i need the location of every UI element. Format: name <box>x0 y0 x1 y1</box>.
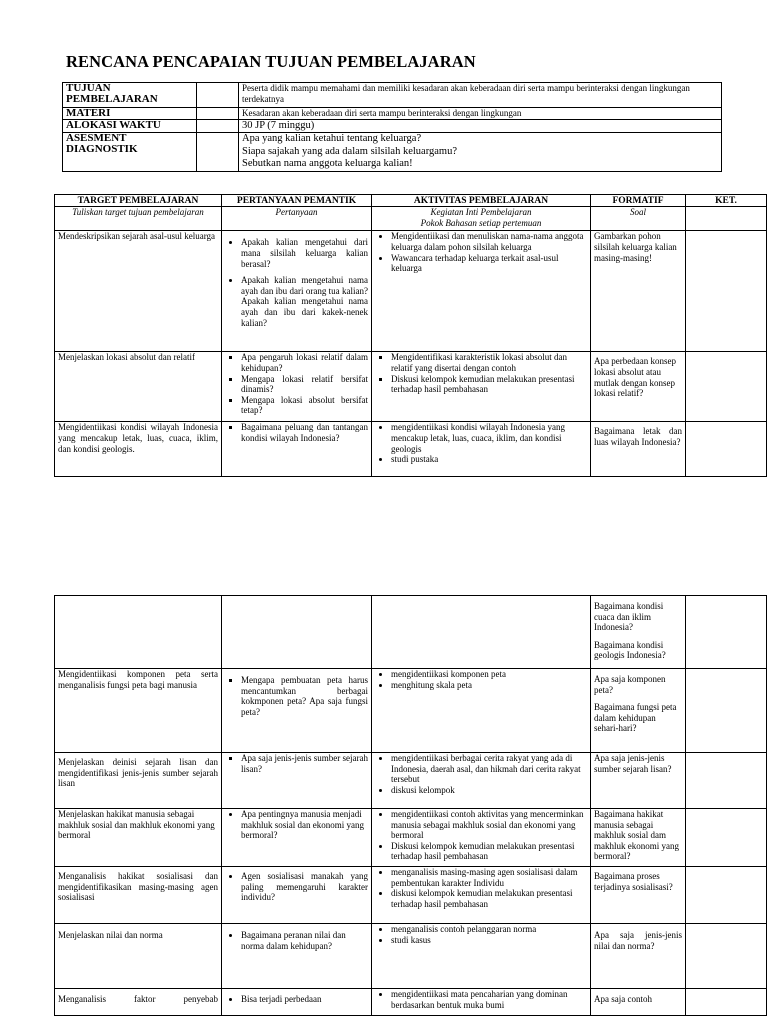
table-row <box>55 924 767 989</box>
target-cell: Menganalisis faktor penyebab <box>55 989 222 1016</box>
pertanyaan-cell <box>222 596 372 669</box>
table-row <box>55 231 767 352</box>
formatif-question: Apa saja komponen peta? <box>594 674 666 695</box>
target-cell: Menjelaskan nilai dan norma <box>55 924 222 989</box>
target-cell: Mendeskripsikan sejarah asal-usul keluarga <box>55 231 222 352</box>
tujuan-value: Peserta didik mampu memahami dan memiliki kesadaran akan keberadaan diri serta mampu berinteraksi dengan lingkungan terdekatnya <box>239 83 722 108</box>
question-item: ▪ Apa saja jenis-jenis sumber sejarah lisan? <box>241 753 368 774</box>
info-row-alokasi <box>63 120 722 133</box>
activity-item: • diskusi kelompok kemudian melakukan presentasi terhadap hasil pembahasan <box>391 888 587 909</box>
activity-item: ▪ Mengidentifikasi karakteristik lokasi absolut dan relatif yang disertai dengan contoh <box>391 352 587 373</box>
target-cell: Mengidentiikasi kondisi wilayah Indonesia yang mencakup letak, luas, cuaca, iklim, dan kondisi geologis. <box>55 422 222 477</box>
formatif-cell: Gambarkan pohon silsilah keluarga kalian masing-masing! <box>591 231 686 352</box>
target-cell: Menganalisis hakikat sosialisasi dan mengidentifikasikan masing-masing agen sosialisasi <box>55 867 222 924</box>
question-item: • Apakah kalian mengetahui nama ayah dan ibu dari orang tua kalian? Apakah kalian mengetahui nama ayah dan ibu dari kakek-nenek kalian? <box>241 275 368 328</box>
activity-item: • diskusi kelompok <box>391 785 587 796</box>
target-cell: Menjelaskan hakikat manusia sebagai makhluk sosial dan makhluk ekonomi yang bermoral <box>55 809 222 867</box>
table-row <box>55 422 767 477</box>
pertanyaan-cell <box>222 809 372 867</box>
table-row <box>55 352 767 422</box>
ket-cell <box>686 989 767 1016</box>
asesmen-label: ASESMENT DIAGNOSTIK <box>63 133 197 171</box>
formatif-cell <box>591 596 686 669</box>
table-row <box>55 989 767 1016</box>
aktivitas-cell <box>372 867 591 924</box>
pertanyaan-cell <box>222 669 372 753</box>
question-item: • Agen sosialisasi manakah yang paling memengaruhi karakter individu? <box>241 871 368 903</box>
formatif-question: Bagaimana kondisi cuaca dan iklim Indonesia? <box>594 601 664 633</box>
question-item: • Bagaimana peranan nilai dan norma dalam kehidupan? <box>241 930 368 951</box>
table-row <box>55 596 767 669</box>
ket-cell <box>686 867 767 924</box>
table-row <box>55 753 767 809</box>
header-target: TARGET PEMBELAJARAN <box>55 195 222 207</box>
aktivitas-cell <box>372 669 591 753</box>
info-spacer <box>197 133 239 171</box>
aktivitas-cell <box>372 809 591 867</box>
header-ket: KET. <box>686 195 767 207</box>
question-item: ▪ Apa pengaruh lokasi relatif dalam kehidupan? <box>241 352 368 373</box>
formatif-cell: Bagaimana hakikat manusia sebagai makhluk sosial dam makhluk ekonomi yang bermoral? <box>591 809 686 867</box>
formatif-cell: Apa saja jenis-jenis nilai dan norma? <box>591 924 686 989</box>
activity-item: • mengidentiikasi mata pencaharian yang dominan berdasarkan bentuk muka bumi <box>391 989 587 1010</box>
activity-item: • menghitung skala peta <box>391 680 587 691</box>
subheader-formatif: Soal <box>591 207 686 231</box>
info-row-tujuan <box>63 83 722 108</box>
ket-cell <box>686 924 767 989</box>
pertanyaan-cell <box>222 989 372 1016</box>
activity-item: • Wawancara terhadap keluarga terkait asal-usul keluarga <box>391 253 587 274</box>
aktivitas-cell <box>372 352 591 422</box>
info-table <box>62 82 722 172</box>
pertanyaan-cell <box>222 422 372 477</box>
aktivitas-cell <box>372 989 591 1016</box>
materi-label: MATERI <box>63 108 197 120</box>
target-table <box>54 194 767 477</box>
formatif-question: Bagaimana kondisi geologis Indonesia? <box>594 639 666 661</box>
activity-item: • studi pustaka <box>391 454 587 465</box>
activity-item: • mengidentiikasi contoh aktivitas yang mencerminkan manusia sebagai makhluk sosial dan ekonomi yang bermoral <box>391 809 587 841</box>
header-row <box>55 195 767 207</box>
formatif-question: Bagaimana fungsi peta dalam kehidupan sehari-hari? <box>594 702 677 734</box>
target-cell: Menjelaskan deinisi sejarah lisan dan mengidentifikasi jenis-jenis sumber sejarah lisan <box>55 753 222 809</box>
page-title: RENCANA PENCAPAIAN TUJUAN PEMBELAJARAN <box>66 52 476 71</box>
ket-cell <box>686 422 767 477</box>
activity-item: • menganalisis masing-masing agen sosialisasi dalam pembentukan karakter Individu <box>391 867 587 888</box>
table-row <box>55 809 767 867</box>
ket-cell <box>686 352 767 422</box>
subheader-target: Tuliskan target tujuan pembelajaran <box>55 207 222 231</box>
ket-cell <box>686 753 767 809</box>
activity-item: • studi kasus <box>391 935 587 946</box>
question-item: ▪ Mengapa lokasi relatif bersifat dinamis? <box>241 374 368 395</box>
pertanyaan-cell <box>222 352 372 422</box>
subheader-aktivitas: Kegiatan Inti Pembelajaran Pokok Bahasan setiap pertemuan <box>372 207 591 231</box>
question-item: ▪ Mengapa lokasi absolut bersifat tetap? <box>241 395 368 416</box>
materi-value: Kesadaran akan keberadaan diri serta mampu berinteraksi dengan lingkungan <box>239 108 722 120</box>
aktivitas-cell <box>372 422 591 477</box>
activity-item: • menganalisis contoh pelanggaran norma <box>391 924 587 935</box>
pertanyaan-cell <box>222 867 372 924</box>
alokasi-value: 30 JP (7 minggu) <box>239 120 722 133</box>
question-item: • Apakah kalian mengetahui dari mana silsilah keluarga kalian berasal? <box>241 237 368 269</box>
table-row <box>55 867 767 924</box>
formatif-cell: Apa saja jenis-jenis sumber sejarah lisan? <box>591 753 686 809</box>
header-pertanyaan: PERTANYAAN PEMANTIK <box>222 195 372 207</box>
pertanyaan-cell <box>222 753 372 809</box>
pertanyaan-cell <box>222 924 372 989</box>
formatif-cell: Apa perbedaan konsep lokasi absolut atau mutlak dengan konsep lokasi relatif? <box>591 352 686 422</box>
ket-cell <box>686 809 767 867</box>
subheader-ket <box>686 207 767 231</box>
activity-item: • Mengidentiikasi dan menuliskan nama-nama anggota keluarga dalam pohon silsilah keluarga <box>391 231 587 252</box>
header-aktivitas: AKTIVITAS PEMBELAJARAN <box>372 195 591 207</box>
aktivitas-cell <box>372 231 591 352</box>
question-item: ▪ Mengapa pembuatan peta harus mencantumkan berbagai kokmponen peta? Apa saja fungsi peta? <box>241 675 368 717</box>
info-row-materi <box>63 108 722 120</box>
question-item: • Apa pentingnya manusia menjadi makhluk sosial dan ekonomi yang bermoral? <box>241 809 368 841</box>
activity-item: • Diskusi kelompok kemudian melakukan presentasi terhadap hasil pembahasan <box>391 841 587 862</box>
ket-cell <box>686 231 767 352</box>
subheader-row <box>55 207 767 231</box>
formatif-cell <box>591 669 686 753</box>
asesmen-questions: Apa yang kalian ketahui tentang keluarga? Siapa sajakah yang ada dalam silsilah keluargamu? Sebutkan nama anggota keluarga kalian! <box>239 133 722 171</box>
info-spacer <box>197 83 239 108</box>
target-cell: Menjelaskan lokasi absolut dan relatif <box>55 352 222 422</box>
question-item: ▪ Bagaimana peluang dan tantangan kondisi wilayah Indonesia? <box>241 422 368 443</box>
continuation-table <box>54 595 767 1016</box>
formatif-cell: Bagaimana letak dan luas wilayah Indonesia? <box>591 422 686 477</box>
formatif-cell: Bagaimana proses terjadinya sosialisasi? <box>591 867 686 924</box>
info-spacer <box>197 108 239 120</box>
question-item: • Bisa terjadi perbedaan <box>241 994 368 1005</box>
alokasi-label: ALOKASI WAKTU <box>63 120 197 133</box>
target-cell <box>55 596 222 669</box>
info-row-asesmen <box>63 133 722 171</box>
activity-item: • mengidentiikasi berbagai cerita rakyat yang ada di Indonesia, daerah asal, dan hikmah dari cerita rakyat tersebut <box>391 753 587 785</box>
subheader-pertanyaan: Pertanyaan <box>222 207 372 231</box>
aktivitas-cell <box>372 924 591 989</box>
table-row <box>55 669 767 753</box>
tujuan-label: TUJUAN PEMBELAJARAN <box>63 83 197 108</box>
aktivitas-cell <box>372 753 591 809</box>
activity-item: ▪ Diskusi kelompok kemudian melakukan presentasi terhadap hasil pembahasan <box>391 374 587 395</box>
info-spacer <box>197 120 239 133</box>
target-cell: Mengidentiikasi komponen peta serta menganalisis fungsi peta bagi manusia <box>55 669 222 753</box>
activity-item: • mengidentiikasi kondisi wilayah Indonesia yang mencakup letak, luas, cuaca, iklim, dan kondisi geologis <box>391 422 587 454</box>
activity-item: • mengidentiikasi komponen peta <box>391 669 587 680</box>
aktivitas-cell <box>372 596 591 669</box>
ket-cell <box>686 596 767 669</box>
header-formatif: FORMATIF <box>591 195 686 207</box>
pertanyaan-cell <box>222 231 372 352</box>
formatif-cell: Apa saja contoh <box>591 989 686 1016</box>
ket-cell <box>686 669 767 753</box>
